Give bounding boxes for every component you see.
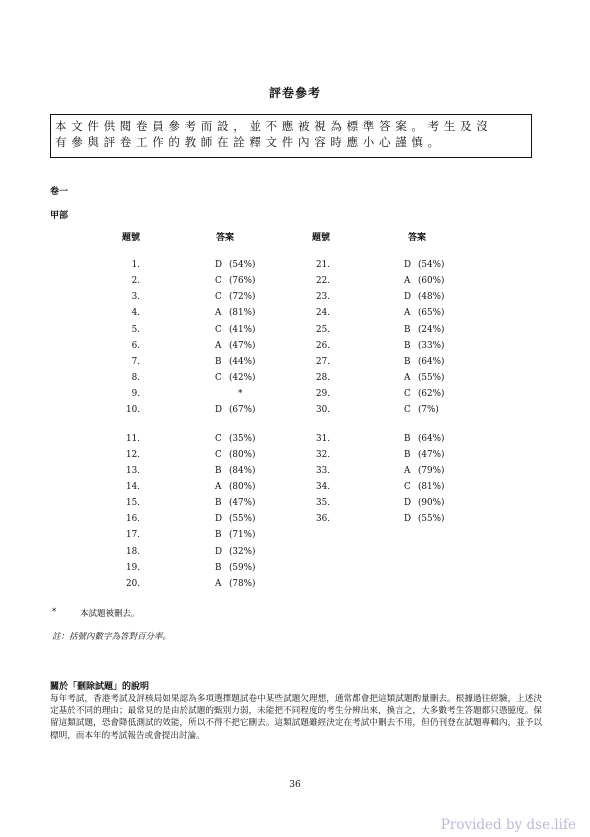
question-number: 29. — [316, 389, 330, 400]
header-question-right: 題號 — [312, 233, 331, 243]
answer-percentage: (44%) — [229, 356, 256, 367]
answer-percentage: (80%) — [229, 449, 256, 460]
answer-letter: A — [215, 481, 222, 492]
answer-percentage: (62%) — [418, 389, 445, 400]
question-number: 2. — [131, 276, 140, 287]
answer-letter: C — [215, 433, 222, 444]
answer-letter: C — [215, 373, 222, 384]
question-number: 30. — [316, 405, 330, 416]
question-number: 23. — [316, 292, 330, 303]
answer-percentage: (71%) — [229, 530, 256, 541]
answer-percentage: (67%) — [229, 405, 256, 416]
question-number: 15. — [126, 498, 140, 509]
answer-letter: A — [215, 340, 222, 351]
answer-percentage: (65%) — [418, 308, 445, 319]
answer-letter: D — [404, 514, 412, 525]
question-number: 14. — [126, 481, 140, 492]
answer-letter: C — [215, 324, 222, 335]
question-number: 7. — [131, 356, 140, 367]
question-number: 4. — [131, 308, 140, 319]
question-number: 20. — [126, 578, 140, 589]
answer-percentage: (24%) — [418, 324, 445, 335]
question-number: 22. — [316, 276, 330, 287]
answer-letter: B — [404, 356, 411, 367]
answer-percentage: (64%) — [418, 433, 445, 444]
question-number: 11. — [126, 433, 140, 444]
answer-percentage: (59%) — [229, 562, 256, 573]
question-number: 28. — [316, 373, 330, 384]
question-number: 32. — [316, 449, 330, 460]
answer-letter: B — [404, 449, 411, 460]
answer-letter: B — [215, 465, 222, 476]
footnote-text: 本試題被刪去。 — [80, 609, 140, 619]
question-number: 16. — [126, 514, 140, 525]
answer-percentage: (48%) — [418, 292, 445, 303]
answer-percentage: (42%) — [229, 373, 256, 384]
question-number: 18. — [126, 546, 140, 557]
answer-percentage: (7%) — [418, 405, 439, 416]
answer-letter: D — [215, 405, 223, 416]
question-number: 19. — [126, 562, 140, 573]
answer-letter: D — [404, 292, 412, 303]
question-number: 35. — [316, 498, 330, 509]
question-number: 36. — [316, 514, 330, 525]
answer-percentage: (55%) — [418, 373, 445, 384]
answer-letter: A — [215, 578, 222, 589]
question-number: 12. — [126, 449, 140, 460]
question-number: 21. — [316, 260, 330, 270]
answer-letter: C — [404, 389, 411, 400]
answer-letter: D — [404, 498, 412, 509]
answer-percentage: (72%) — [229, 292, 256, 303]
answer-percentage: (47%) — [229, 340, 256, 351]
answer-letter: D — [215, 260, 223, 270]
page-number: 36 — [289, 780, 301, 790]
answer-percentage: (41%) — [229, 324, 256, 335]
answer-percentage: (35%) — [229, 433, 256, 444]
footnote-star: * — [52, 607, 57, 617]
answer-percentage: (81%) — [229, 308, 256, 319]
paper-label: 卷一 — [50, 187, 69, 197]
answer-percentage: (55%) — [229, 514, 256, 525]
deleted-items-paragraph: 每年考試，香港考試及評核局如果認為多項選擇題試卷中某些試題欠理想，通常都會把這類試題酌量刪去。根據過往經驗，上述決定基於不同的理由；最常見的是由於試題的甄別力弱，未能把不同程度的考生分辨出來，換言之，大多數考生答題都只憑臆度。保留這類試題，恐會降低測試的效能，所以不得不把它刪去。這類試題雖經決定在考試中刪去不用，但仍刊登在試題專輯內，並予以標明，而本年的考試報告或會提出討論。 — [50, 694, 542, 741]
answer-percentage: (81%) — [418, 481, 445, 492]
answer-letter: C — [215, 449, 222, 460]
answer-letter: B — [215, 498, 222, 509]
question-number: 33. — [316, 465, 330, 476]
answer-letter: D — [215, 514, 223, 525]
answer-letter: D — [215, 546, 223, 557]
question-number: 26. — [316, 340, 330, 351]
answer-letter: B — [404, 433, 411, 444]
answer-percentage: (78%) — [229, 578, 256, 589]
answer-percentage: (55%) — [418, 514, 445, 525]
header-question-left: 題號 — [122, 233, 141, 243]
answer-percentage: (47%) — [229, 498, 256, 509]
answer-letter: C — [404, 405, 411, 416]
header-answer-right: 答案 — [408, 233, 427, 243]
question-number: 24. — [316, 308, 330, 319]
answer-percentage: (79%) — [418, 465, 445, 476]
answer-letter: C — [404, 481, 411, 492]
answer-letter: B — [404, 340, 411, 351]
answer-letter: B — [215, 530, 222, 541]
question-number: 3. — [131, 292, 140, 303]
percentage-note: 註：括號內數字為答對百分率。 — [52, 632, 172, 642]
answer-letter: C — [215, 276, 222, 287]
answer-percentage: (47%) — [418, 449, 445, 460]
answer-percentage: (54%) — [229, 260, 256, 270]
answer-percentage: (60%) — [418, 276, 445, 287]
answer-percentage: (33%) — [418, 340, 445, 351]
disclaimer-box — [50, 114, 532, 158]
question-number: 27. — [316, 356, 330, 367]
question-number: 34. — [316, 481, 330, 492]
answer-letter: A — [404, 373, 411, 384]
question-number: 5. — [131, 324, 140, 335]
answer-letter: A — [215, 308, 222, 319]
answer-letter: A — [404, 465, 411, 476]
header-answer-left: 答案 — [216, 233, 235, 243]
question-number: 1. — [131, 260, 140, 270]
question-number: 31. — [316, 433, 330, 444]
disclaimer-line-1: 本文件供閱卷員參考而設，並不應被視為標準答案。考生及沒 — [55, 119, 493, 133]
deleted-marker: * — [238, 389, 243, 400]
deleted-items-heading: 關於「刪除試題」的說明 — [50, 682, 150, 692]
question-number: 6. — [131, 340, 140, 351]
answer-letter: A — [404, 276, 411, 287]
answer-percentage: (84%) — [229, 465, 256, 476]
answer-letter: B — [404, 324, 411, 335]
answer-percentage: (54%) — [418, 260, 445, 270]
answer-percentage: (90%) — [418, 498, 445, 509]
watermark-text: Provided by dse.life — [440, 817, 576, 833]
answer-letter: B — [215, 562, 222, 573]
answer-letter: C — [215, 292, 222, 303]
section-label: 甲部 — [50, 211, 69, 221]
answer-percentage: (32%) — [229, 546, 256, 557]
answer-letter: A — [404, 308, 411, 319]
answer-percentage: (76%) — [229, 276, 256, 287]
question-number: 10. — [126, 405, 140, 416]
answer-letter: B — [215, 356, 222, 367]
page-title: 評卷參考 — [268, 86, 321, 100]
answer-letter: D — [404, 260, 412, 270]
question-number: 13. — [126, 465, 140, 476]
question-number: 8. — [131, 373, 140, 384]
question-number: 17. — [126, 530, 140, 541]
disclaimer-line-2: 有參與評卷工作的教師在詮釋文件內容時應小心謹慎。 — [55, 135, 444, 149]
answer-percentage: (80%) — [229, 481, 256, 492]
question-number: 9. — [131, 389, 140, 400]
answer-percentage: (64%) — [418, 356, 445, 367]
question-number: 25. — [316, 324, 330, 335]
